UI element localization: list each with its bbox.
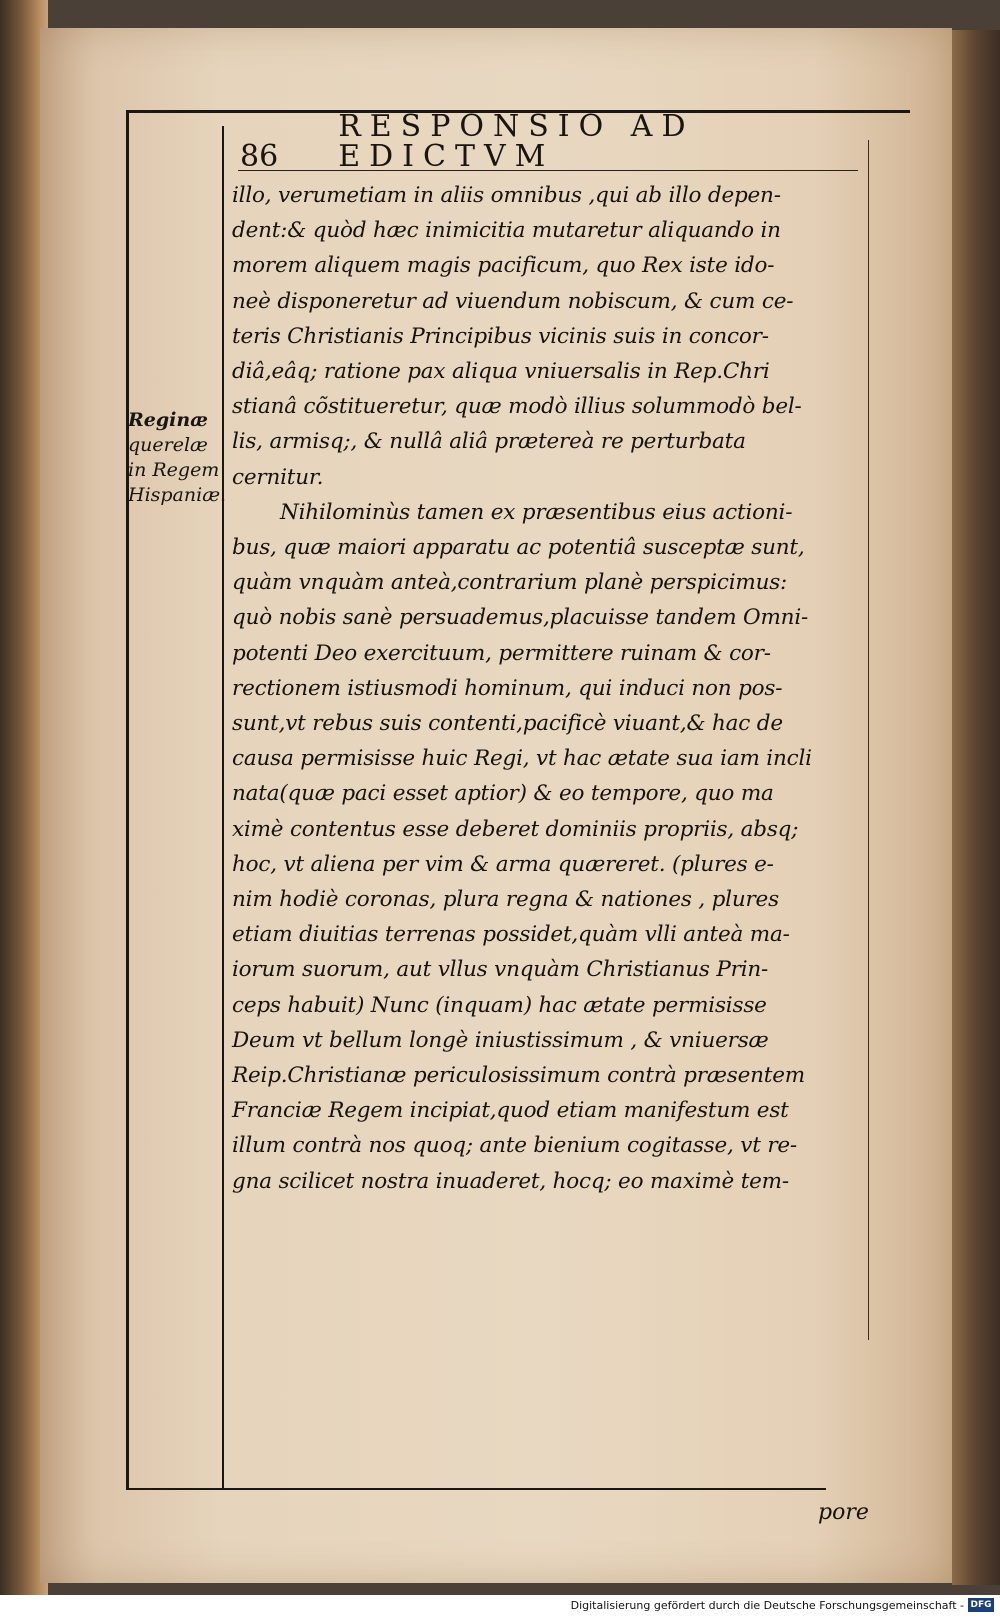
text-line: potenti Deo exercituum, permittere ruinam & cor-	[232, 640, 771, 666]
text-line: morem aliquem magis pacificum, quo Rex iste ido-	[232, 253, 775, 279]
catchword: pore	[818, 1500, 869, 1525]
text-line: neè disponeretur ad viuendum nobiscum, & cum ce-	[232, 288, 794, 314]
text-line: quàm vnquàm anteà,contrarium planè perspicimus:	[232, 570, 788, 596]
text-line: lis, armisq;, & nullâ aliâ prætereà re perturbata	[232, 429, 746, 455]
marginal-note-line: Reginæ	[128, 409, 208, 431]
text-line: dent:& quòd hæc inimicitia mutaretur aliquando in	[232, 218, 781, 244]
marginal-note-line: Hispaniæ.	[128, 484, 227, 506]
text-line: bus, quæ maiori apparatu ac potentiâ susceptæ sunt,	[232, 535, 805, 561]
frame-rule-margin	[222, 126, 224, 1490]
text-line: Deum vt bellum longè iniustissimum , & vniuersæ	[232, 1027, 769, 1053]
text-line: stianâ cõstitueretur, quæ modò illius solummodò bel-	[232, 394, 802, 420]
text-line: illo, verumetiam in aliis omnibus ,qui ab illo depen-	[232, 183, 781, 208]
text-line: etiam diuitias terrenas possidet,quàm vlli anteà ma-	[232, 922, 790, 948]
dfg-logo: DFG	[968, 1598, 994, 1612]
page-number: 86	[240, 139, 279, 174]
text-line: rectionem istiusmodi hominum, qui induci non pos-	[232, 675, 783, 701]
text-line: hoc, vt aliena per vim & arma quæreret. (plures e-	[232, 851, 774, 877]
running-title: RESPONSIO AD EDICTVM	[338, 109, 695, 174]
paragraph-start-line: Nihilominùs tamen ex præsentibus eius actioni-	[280, 499, 793, 525]
text-line: iorum suorum, aut vllus vnquàm Christianus Prin-	[232, 957, 769, 983]
text-line: nata(quæ paci esset aptior) & eo tempore, quo ma	[232, 781, 774, 807]
text-line: Reip.Christianæ periculosissimum contrà præsentem	[232, 1063, 805, 1089]
running-head-rule	[238, 170, 858, 171]
text-line: diâ,eâq; ratione pax aliqua vniuersalis in Rep.Chri	[232, 359, 770, 385]
text-line: gna scilicet nostra inuaderet, hocq; eo maximè tem-	[232, 1168, 789, 1194]
text-line: ximè contentus esse deberet dominiis propriis, absq;	[232, 816, 799, 842]
text-line: ceps habuit) Nunc (inquam) hac ætate permisisse	[232, 992, 767, 1018]
frame-rule-bottom	[126, 1488, 826, 1490]
text-line: causa permisisse huic Regi, vt hac ætate sua iam incli	[232, 746, 812, 772]
text-line: quò nobis sanè persuademus,placuisse tandem Omni-	[232, 605, 809, 631]
text-line: sunt,vt rebus suis contenti,pacificè viuant,& hac de	[232, 711, 783, 737]
text-line: Franciæ Regem incipiat,quod etiam manifestum est	[232, 1098, 789, 1124]
text-line: teris Christianis Principibus vicinis suis in concor-	[232, 323, 769, 349]
body-text	[232, 178, 878, 1199]
marginal-note	[128, 408, 232, 508]
book-edge-right	[952, 30, 1000, 1585]
text-line: nim hodiè coronas, plura regna & nationes , plures	[232, 887, 779, 913]
text-line: illum contrà nos quoq; ante bienium cogitasse, vt re-	[232, 1133, 797, 1159]
running-head	[240, 109, 860, 174]
text-line: cernitur.	[232, 464, 324, 490]
marginal-note-line: in Regem	[128, 459, 220, 481]
frame-rule-left	[126, 110, 129, 1490]
marginal-note-line: querelæ	[128, 434, 208, 456]
digitization-credit: Digitalisierung gefördert durch die Deutsche Forschungsgemeinschaft -	[570, 1599, 964, 1612]
